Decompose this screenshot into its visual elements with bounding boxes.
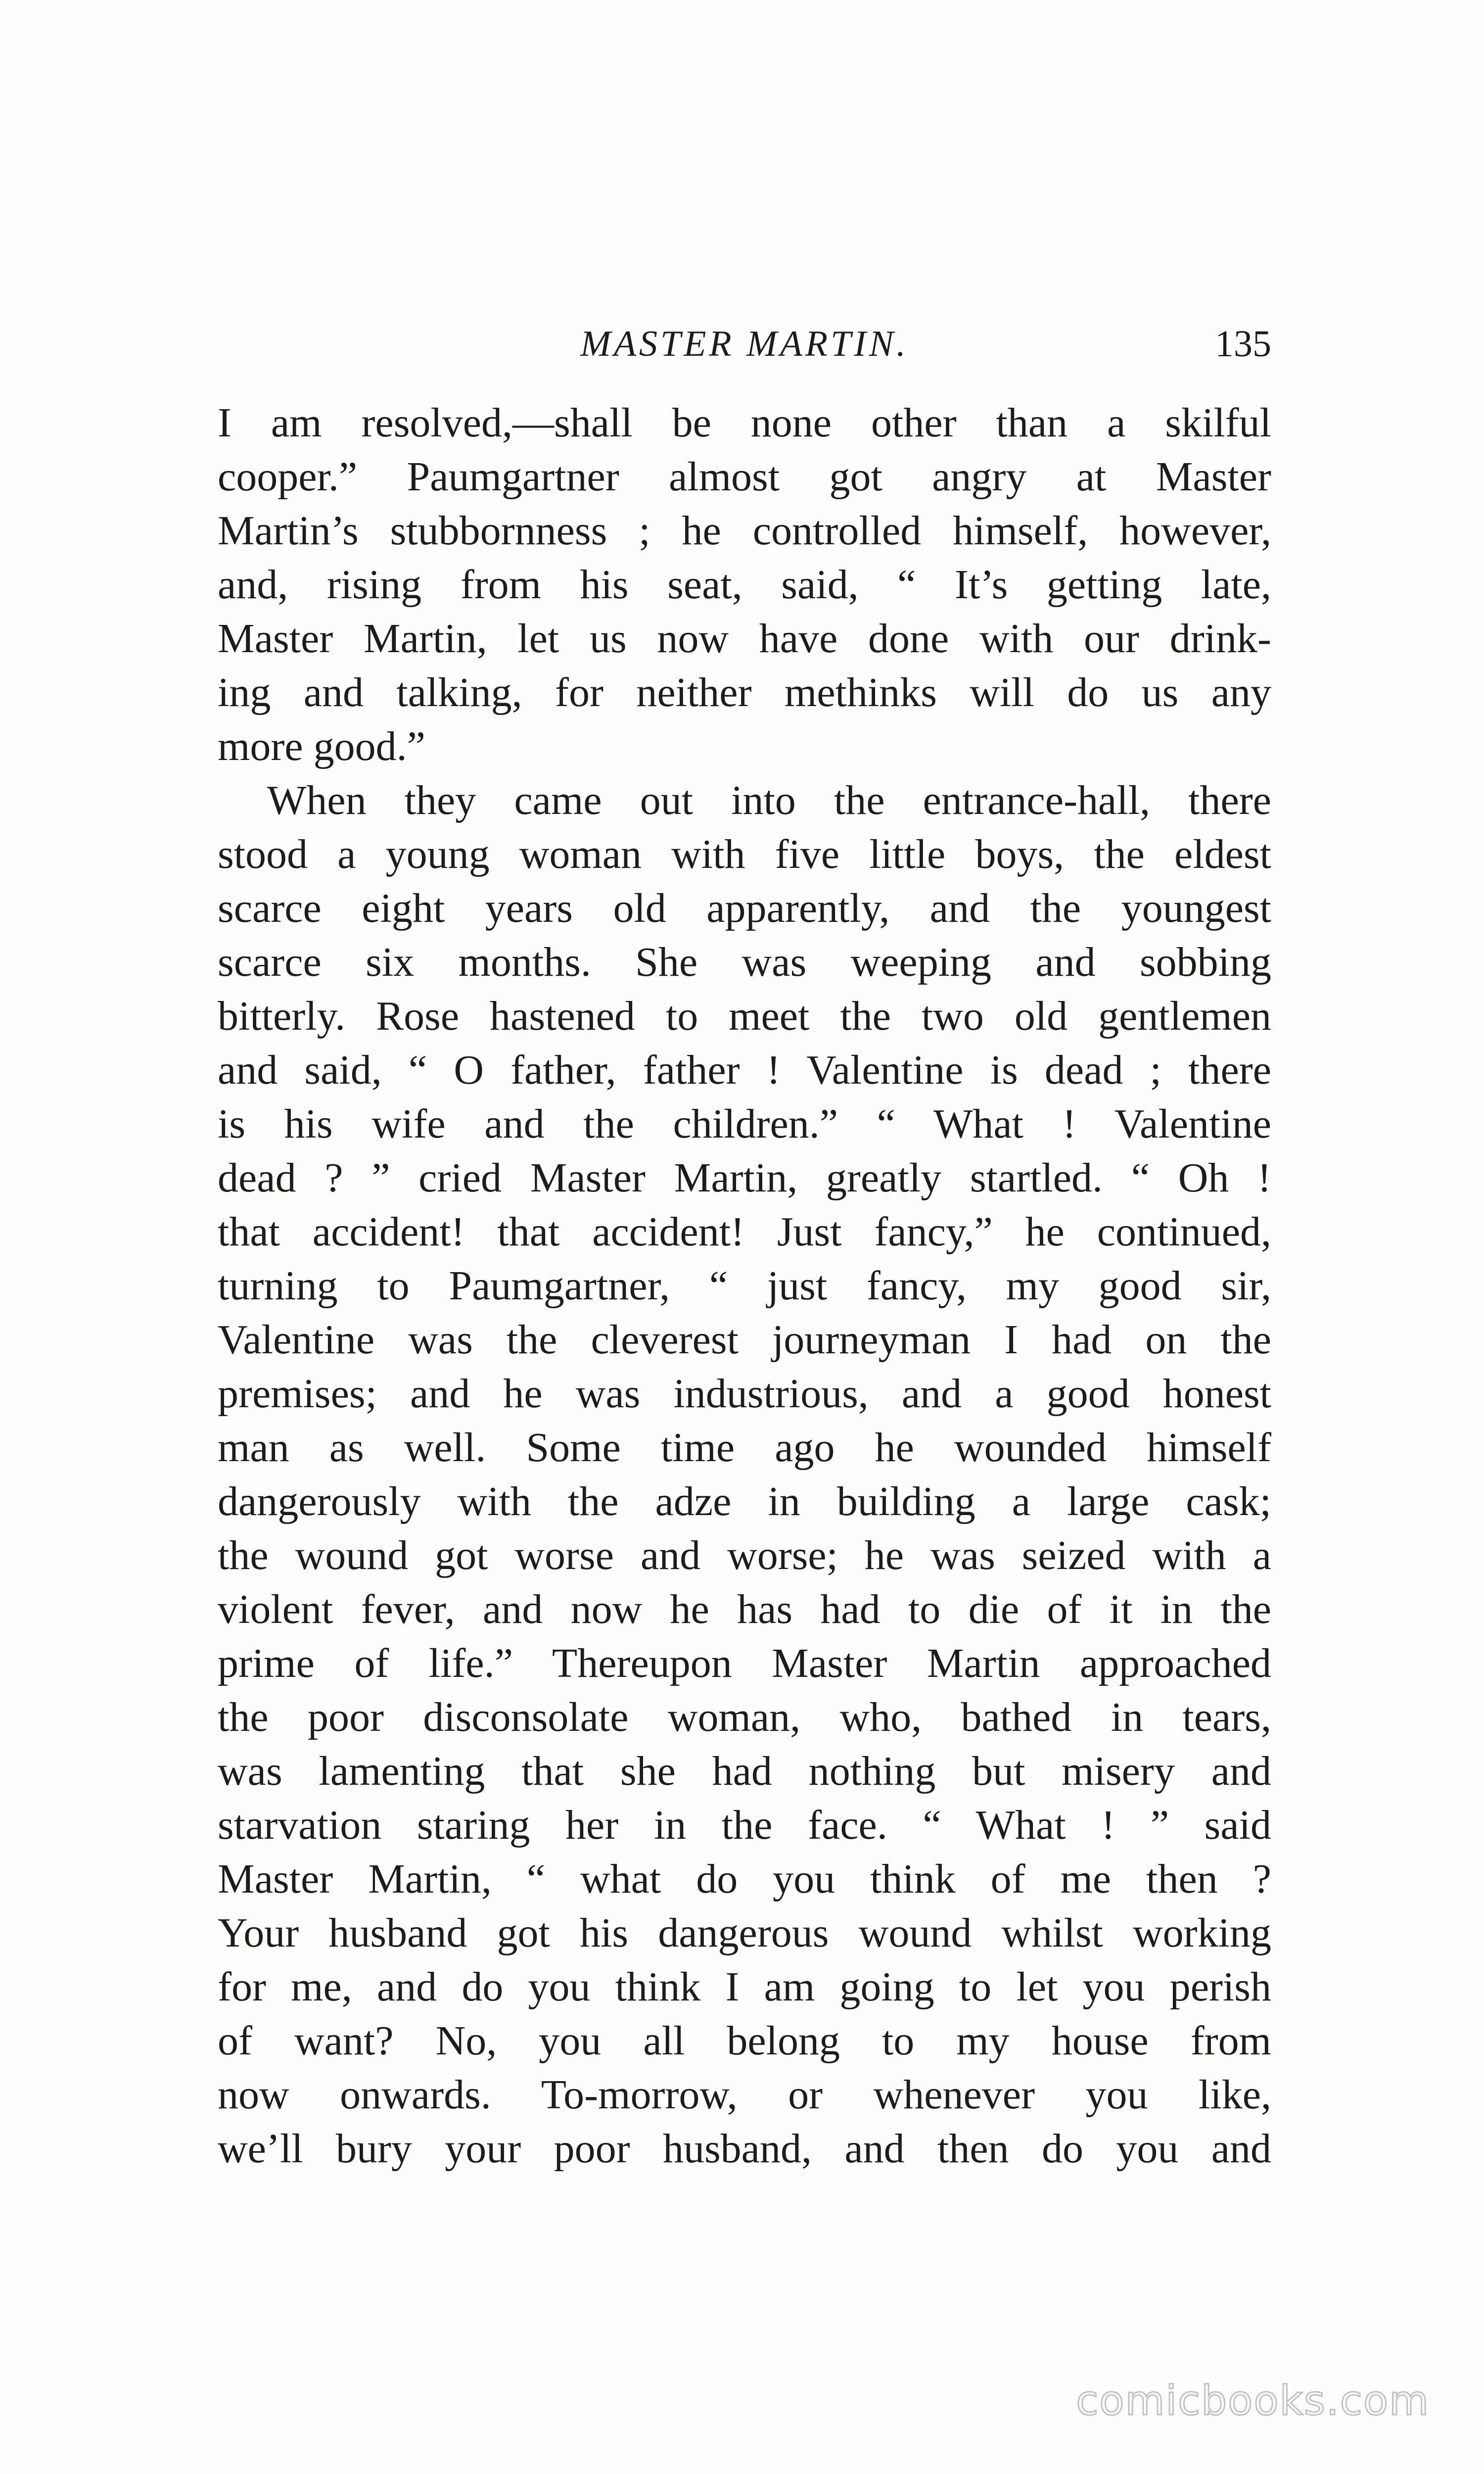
- text-line: the poor disconsolate woman, who, bathed in tears,: [218, 1694, 1271, 1740]
- page-number: 135: [1215, 323, 1271, 365]
- text-line: scarce six months. She was weeping and sobbing: [218, 939, 1271, 985]
- text-line: for me, and do you think I am going to let you perish: [218, 1964, 1271, 2010]
- text-line: that accident! that accident! Just fancy,” he continued,: [218, 1209, 1271, 1255]
- text-line: more good.”: [218, 723, 425, 769]
- text-line: we’ll bury your poor husband, and then do you and: [218, 2126, 1271, 2172]
- text-line: ing and talking, for neither methinks will do us any: [218, 669, 1271, 715]
- text-line: was lamenting that she had nothing but misery and: [218, 1748, 1271, 1794]
- text-line: Master Martin, let us now have done with our drink-: [218, 616, 1271, 662]
- text-line: I am resolved,—shall be none other than a skilful: [218, 400, 1271, 446]
- text-line: prime of life.” Thereupon Master Martin approached: [218, 1640, 1271, 1686]
- text-line: Martin’s stubbornness ; he controlled himself, however,: [218, 508, 1271, 554]
- text-line: dangerously with the adze in building a large cask;: [218, 1478, 1271, 1524]
- text-line: bitterly. Rose hastened to meet the two old gentlemen: [218, 993, 1271, 1039]
- text-line: and, rising from his seat, said, “ It’s getting late,: [218, 562, 1271, 608]
- text-line: violent fever, and now he has had to die of it in the: [218, 1586, 1271, 1632]
- text-line: stood a young woman with five little boys, the eldest: [218, 831, 1271, 877]
- text-line: the wound got worse and worse; he was seized with a: [218, 1532, 1271, 1578]
- text-line: and said, “ O father, father ! Valentine is dead ; there: [218, 1047, 1271, 1093]
- text-line: premises; and he was industrious, and a good honest: [218, 1371, 1271, 1417]
- text-line: of want? No, you all belong to my house from: [218, 2018, 1271, 2064]
- text-line: Valentine was the cleverest journeyman I had on the: [218, 1317, 1271, 1363]
- text-line: cooper.” Paumgartner almost got angry at Master: [218, 454, 1271, 500]
- text-line: is his wife and the children.” “ What ! Valentine: [218, 1101, 1271, 1147]
- text-line: When they came out into the entrance-hall, there: [267, 777, 1271, 823]
- text-line: dead ? ” cried Master Martin, greatly startled. “ Oh !: [218, 1155, 1271, 1201]
- text-line: Your husband got his dangerous wound whilst working: [218, 1910, 1271, 1956]
- text-line: man as well. Some time ago he wounded himself: [218, 1425, 1271, 1471]
- running-header: [218, 317, 1271, 371]
- body-text: [218, 396, 1271, 2176]
- text-line: turning to Paumgartner, “ just fancy, my good sir,: [218, 1263, 1271, 1309]
- text-line: Master Martin, “ what do you think of me then ?: [218, 1856, 1271, 1902]
- text-line: scarce eight years old apparently, and the youngest: [218, 885, 1271, 931]
- running-title: MASTER MARTIN.: [580, 324, 909, 364]
- text-line: starvation staring her in the face. “ What ! ” said: [218, 1802, 1271, 1848]
- text-line: now onwards. To-morrow, or whenever you like,: [218, 2072, 1271, 2118]
- watermark: comicbooks.com: [1076, 2378, 1430, 2425]
